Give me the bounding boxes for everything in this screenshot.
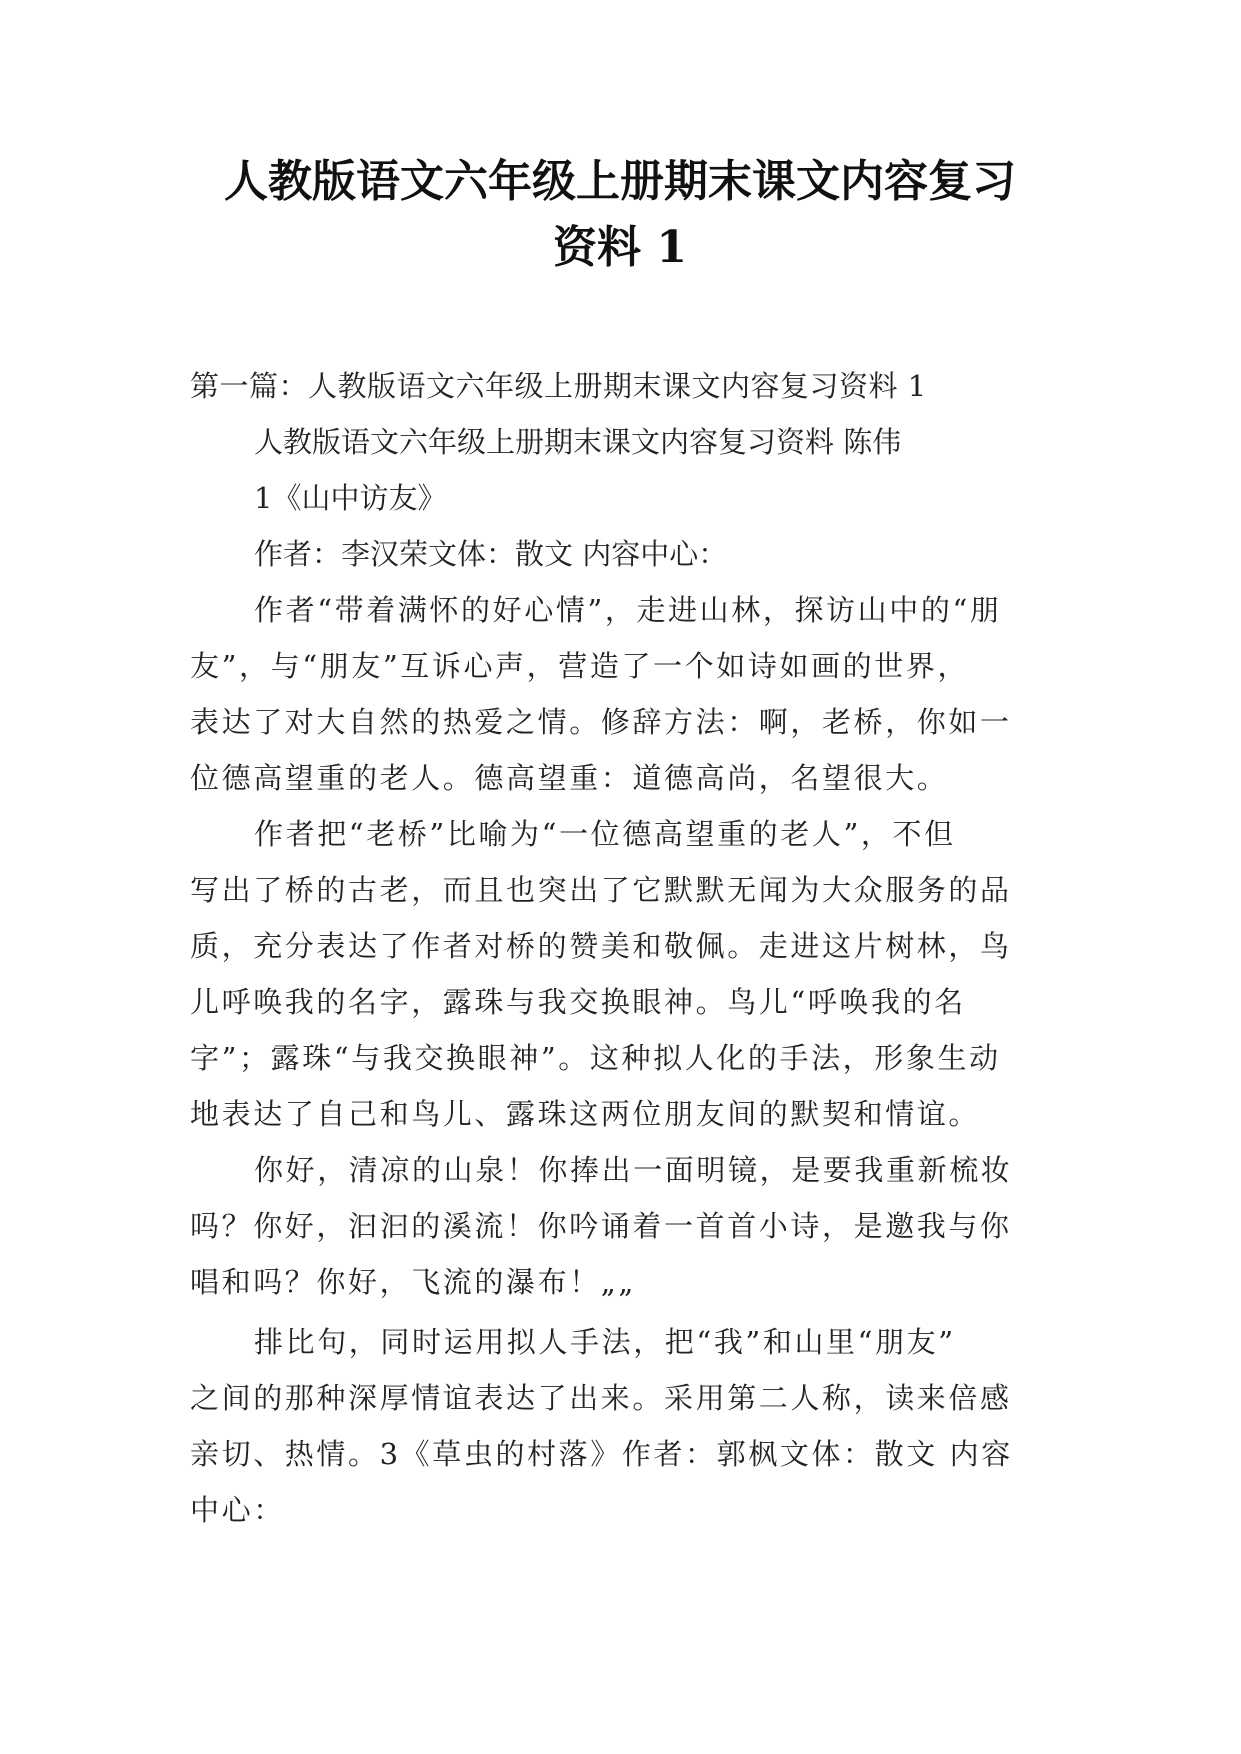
- paragraph-line: 地表达了自己和鸟儿、露珠这两位朋友间的默契和情谊。: [190, 1097, 981, 1131]
- paragraph-line: 你好，清凉的山泉！你捧出一面明镜，是要我重新梳妆: [254, 1153, 1013, 1187]
- document-body: [190, 358, 1050, 1538]
- paragraph-line: 亲切、热情。3《草虫的村落》作者：郭枫文体：散文 内容: [190, 1437, 1013, 1471]
- paragraph-line: 儿呼唤我的名字，露珠与我交换眼神。鸟儿“呼唤我的名: [190, 985, 966, 1019]
- paragraph-line: 唱和吗？你好，飞流的瀑布！„„: [190, 1265, 637, 1299]
- paragraph-line: 友”，与“朋友”互诉心声，营造了一个如诗如画的世界，: [190, 649, 970, 683]
- document-title-line-1: 人教版语文六年级上册期末课文内容复习: [224, 156, 1016, 207]
- subtitle-line: 人教版语文六年级上册期末课文内容复习资料 陈伟: [254, 425, 902, 459]
- author-line: 作者：李汉荣文体：散文 内容中心：: [254, 537, 728, 571]
- lesson-title: 1《山中访友》: [254, 481, 447, 515]
- document-title-line-2: 资料 1: [553, 222, 687, 273]
- paragraph-line: 表达了对大自然的热爱之情。修辞方法：啊，老桥，你如一: [190, 705, 1012, 739]
- paragraph-line: 作者把“老桥”比喻为“一位德高望重的老人”，不但: [254, 817, 956, 851]
- paragraph-line: 作者“带着满怀的好心情”，走进山林，探访山中的“朋: [254, 593, 1002, 627]
- paragraph-line: 吗？你好，汩汩的溪流！你吟诵着一首首小诗，是邀我与你: [190, 1209, 1012, 1243]
- paragraph-line: 字”；露珠“与我交换眼神”。这种拟人化的手法，形象生动: [190, 1041, 1001, 1075]
- paragraph-line: 质，充分表达了作者对桥的赞美和敬佩。走进这片树林，鸟: [190, 929, 1012, 963]
- paragraph-line: 写出了桥的古老，而且也突出了它默默无闻为大众服务的品: [190, 873, 1012, 907]
- section-heading: 第一篇：人教版语文六年级上册期末课文内容复习资料 1: [190, 369, 927, 403]
- paragraph-line: 位德高望重的老人。德高望重：道德高尚，名望很大。: [190, 761, 949, 795]
- paragraph-line: 排比句，同时运用拟人手法，把“我”和山里“朋友”: [254, 1325, 956, 1359]
- paragraph-line: 中心：: [190, 1493, 285, 1527]
- paragraph-line: 之间的那种深厚情谊表达了出来。采用第二人称，读来倍感: [190, 1381, 1012, 1415]
